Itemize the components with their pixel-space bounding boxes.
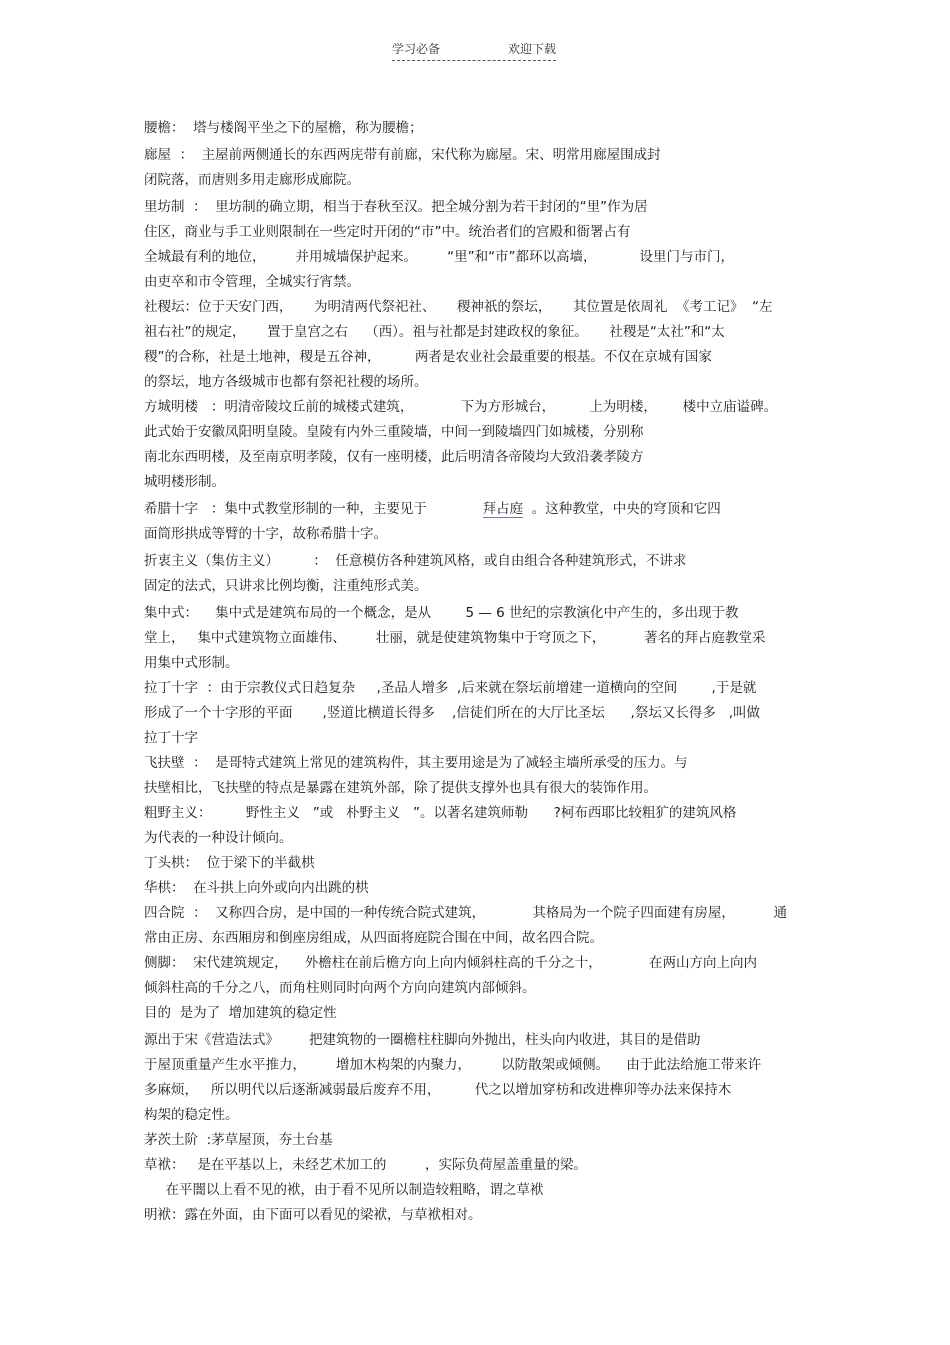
text-line: 由吏卒和市令管理，全城实行宵禁。 — [144, 274, 360, 290]
text-line: 目的 是为了 增加建筑的稳定性 — [144, 1005, 337, 1021]
text-line: 集中式： 集中式是建筑布局的一个概念，是从 5 — 6 世纪的宗教演化中产生的，多出现于教 — [144, 605, 739, 621]
text-line: 构架的稳定性。 — [144, 1107, 239, 1123]
text-line: 住区，商业与手工业则限制在一些定时开闭的“市”中。统治者们的宫殿和衙署占有 — [144, 224, 631, 240]
text-line: 方城明楼 ：明清帝陵坟丘前的城楼式建筑， 下为方形城台， 上为明楼， 楼中立庙谥碑。 — [144, 399, 778, 415]
text-line: 草袱： 是在平基以上，未经艺术加工的 ，实际负荷屋盖重量的梁。 — [144, 1157, 587, 1173]
text-line: 于屋顶重量产生水平推力， 增加木构架的内聚力， 以防散架或倾侧。 由于此法给施工带来许 — [144, 1057, 762, 1073]
text-line: 常由正房、东西厢房和倒座房组成，从四面将庭院合围在中间，故名四合院。 — [144, 930, 603, 946]
text-line: 多麻烦， 所以明代以后逐渐减弱最后废弃不用， 代之以增加穿枋和改进榫卯等办法来保持木 — [144, 1082, 732, 1098]
text-line: 拉丁十字 ：由于宗教仪式日趋复杂 ,圣品人增多 ,后来就在祭坛前增建一道横向的空间 ,于是就 — [144, 680, 757, 696]
text-line: 倾斜柱高的千分之八，而角柱则同时向两个方向向建筑内部倾斜。 — [144, 980, 536, 996]
text-line: 为代表的一种设计倾向。 — [144, 830, 293, 846]
text-line: 折衷主义（集仿主义） ： 任意模仿各种建筑风格，或自由组合各种建筑形式，不讲求 — [144, 553, 687, 569]
document-body — [144, 116, 814, 1228]
text-line: 侧脚： 宋代建筑规定， 外檐柱在前后檐方向上向内倾斜柱高的千分之十， 在两山方向上向内 — [144, 955, 757, 971]
text-line: 粗野主义： 野性主义 ”或 朴野主义 ”。以著名建筑师勒 ?柯布西耶比较粗犷的建筑风格 — [144, 805, 737, 821]
text-line: 全城最有利的地位， 并用城墙保护起来。 “里”和“市”都环以高墙， 设里门与市门， — [144, 249, 734, 265]
text-line: 华栱： 在斗拱上向外或向内出跳的栱 — [144, 880, 369, 896]
text-line: 茅茨土阶 :茅草屋顶，夯土台基 — [144, 1132, 333, 1148]
text-line: 飞扶壁 ： 是哥特式建筑上常见的建筑构件，其主要用途是为了减轻主墙所承受的压力。与 — [144, 755, 688, 771]
text-line: 稷”的合称，社是土地神，稷是五谷神， 两者是农业社会最重要的根基。不仅在京城有国家 — [144, 349, 712, 365]
text-line: 在平闇以上看不见的袱，由于看不见所以制造较粗略，谓之草袱 — [144, 1182, 544, 1198]
byzantine-link[interactable]: 拜占庭 — [482, 501, 524, 517]
text-line: 的祭坛，地方各级城市也都有祭祀社稷的场所。 — [144, 374, 428, 390]
text-line: 形成了一个十字形的平面 ,竖道比横道长得多 ,信徒们所在的大厅比圣坛 ,祭坛又长得多 ,叫做 — [144, 705, 760, 721]
text-line: 用集中式形制。 — [144, 655, 239, 671]
page-header — [392, 40, 556, 61]
text-line: 闭院落，而唐则多用走廊形成廊院。 — [144, 172, 360, 188]
text-line: 里坊制 ： 里坊制的确立期，相当于春秋至汉。把全城分割为若干封闭的“里”作为居 — [144, 199, 648, 215]
text-line: 祖右社”的规定， 置于皇宫之右 （西）。祖与社都是封建政权的象征。 社稷是“太社”和“太 — [144, 324, 725, 340]
text-line: 南北东西明楼，及至南京明孝陵，仅有一座明楼，此后明清各帝陵均大致沿袭孝陵方 — [144, 449, 644, 465]
text-line-greek-cross — [144, 497, 814, 522]
text-line: 扶壁相比，飞扶壁的特点是暴露在建筑外部，除了提供支撑外也具有很大的装饰作用。 — [144, 780, 657, 796]
header-left-text: 学习必备 — [392, 42, 441, 56]
text-line: 四合院 ： 又称四合房，是中国的一种传统合院式建筑， 其格局为一个院子四面建有房屋， 通 — [144, 905, 787, 921]
text-line: 社稷坛：位于天安门西， 为明清两代祭祀社、 稷神祇的祭坛， 其位置是依周礼 《考工记》 “左 — [144, 299, 773, 315]
header-right-text: 欢迎下载 — [507, 42, 556, 56]
text-line: 源出于宋《营造法式》 把建筑物的一圈檐柱柱脚向外抛出，柱头向内收进，其目的是借助 — [144, 1032, 701, 1048]
text-line: 城明楼形制。 — [144, 474, 225, 490]
text-line: 堂上， 集中式建筑物立面雄伟、 壮丽，就是使建筑物集中于穹顶之下， 著名的拜占庭教堂采 — [144, 630, 766, 646]
text-line: 明袱：露在外面，由下面可以看见的梁袱，与草袱相对。 — [144, 1207, 482, 1223]
text-line: 固定的法式，只讲求比例均衡，注重纯形式美。 — [144, 578, 428, 594]
text-line: 拉丁十字 — [144, 730, 198, 746]
text-segment: 希腊十字 ：集中式教堂形制的一种，主要见于 — [144, 501, 483, 517]
text-line: 此式始于安徽凤阳明皇陵。皇陵有内外三重陵墙，中间一到陵墙四门如城楼，分别称 — [144, 424, 644, 440]
text-line: 腰檐： 塔与楼阁平坐之下的屋檐，称为腰檐； — [144, 120, 423, 136]
text-line: 廊屋 ： 主屋前两侧通长的东西两庑带有前廊，宋代称为廊屋。宋、明常用廊屋围成封 — [144, 147, 661, 163]
text-segment: 。这种教堂，中央的穹顶和它四 — [523, 501, 721, 517]
text-line: 面筒形拱成等臂的十字，故称希腊十字。 — [144, 526, 387, 542]
text-line: 丁头栱： 位于梁下的半截栱 — [144, 855, 315, 871]
